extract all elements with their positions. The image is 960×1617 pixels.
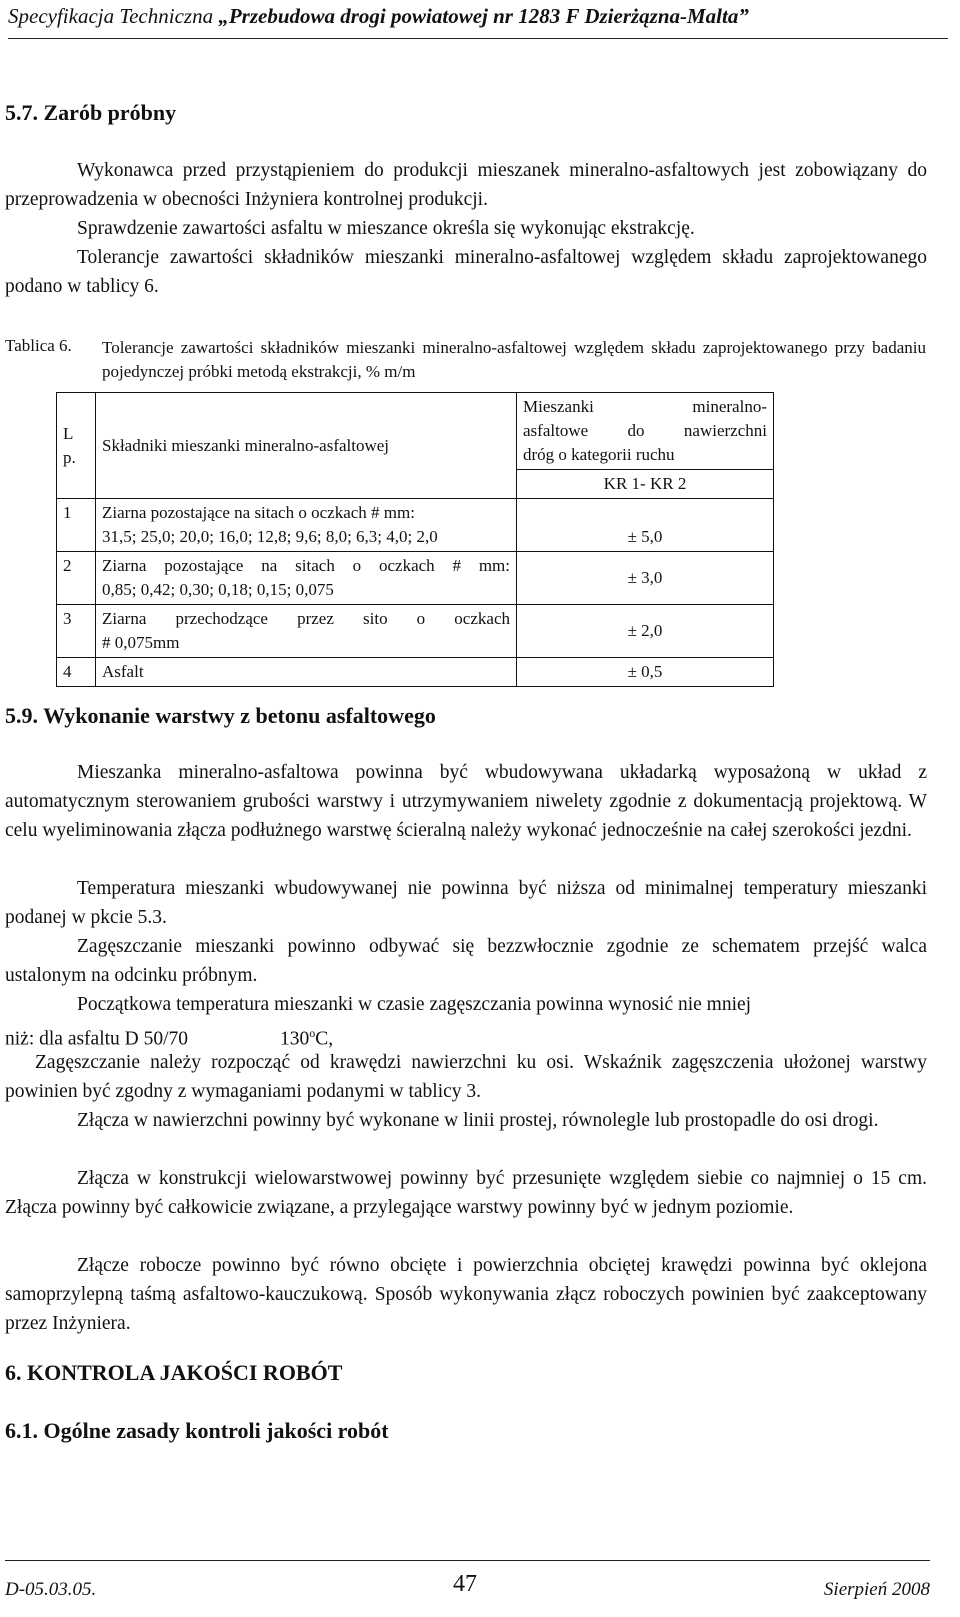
row-component-line1: Ziarna przechodzące przez sito o oczkach	[102, 609, 510, 628]
paragraph-compaction-start: Zagęszczanie należy rozpocząć od krawędzi nawierzchni ku osi. Wskaźnik zagęszczenia ułożonej warstwy powinien być zgodny z wymaganiami podanymi w tablicy 3.	[5, 1052, 927, 1102]
header-lp	[57, 393, 96, 499]
paragraph-temperature: Temperatura mieszanki wbudowywanej nie powinna być niższa od minimalnej temperatury mieszanki podanej w pkcie 5.3.	[5, 878, 927, 928]
row-component	[96, 499, 517, 552]
paragraph-initial-temp: Początkowa temperatura mieszanki w czasie zagęszczania powinna wynosić nie mniej	[77, 994, 752, 1015]
paragraph-tolerances: Tolerancje zawartości składników mieszanki mineralno-asfaltowej względem składu zaprojektowanego podano w tablicy 6.	[5, 247, 927, 297]
section-5-7-heading: 5.7. Zarób próbny	[5, 100, 177, 125]
paragraph-extraction: Sprawdzenie zawartości asfaltu w mieszance określa się wykonując ekstrakcję.	[77, 218, 695, 239]
row-value: ± 2,0	[517, 605, 774, 658]
header-components: Składniki mieszanki mineralno-asfaltowej	[96, 393, 517, 499]
tolerance-table	[56, 392, 774, 687]
row-component-line2: # 0,075mm	[102, 633, 180, 652]
section-6-1-heading: 6.1. Ogólne zasady kontroli jakości robót	[5, 1418, 389, 1443]
degree-sup: o	[309, 1026, 316, 1040]
row-value: ± 5,0	[517, 499, 774, 552]
spec-label: Specyfikacja Techniczna	[8, 4, 214, 28]
row-lp: 2	[57, 552, 96, 605]
document-title: „Przebudowa drogi powiatowej nr 1283 F Dzierżązna-Malta”	[218, 4, 749, 28]
header-lp-line2: p.	[63, 447, 76, 467]
row-component	[96, 605, 517, 658]
header-mix-line3: dróg o kategorii ruchu	[523, 445, 675, 464]
table-row	[57, 552, 774, 605]
table-row	[57, 499, 774, 552]
binder-label: niż: dla asfaltu D 50/70	[5, 1028, 189, 1050]
table-row	[57, 658, 774, 687]
paragraph-joints: Złącza w nawierzchni powinny być wykonane w linii prostej, równolegle lub prostopadle do osi drogi.	[77, 1110, 879, 1131]
row-component-line2: 31,5; 25,0; 20,0; 16,0; 12,8; 9,6; 8,0; 6,3; 4,0; 2,0	[102, 527, 438, 546]
section-6-heading: 6. KONTROLA JAKOŚCI ROBÓT	[5, 1360, 343, 1385]
row-component	[96, 552, 517, 605]
table-caption-text: Tolerancje zawartości składników mieszanki mineralno-asfaltowej względem składu zaprojektowanego przy badaniu pojedynczej próbki metodą ekstrakcji, % m/m	[102, 338, 926, 381]
row-component-line1: Ziarna pozostające na sitach o oczkach # mm:	[102, 503, 415, 522]
header-mix	[517, 393, 774, 470]
page-footer	[5, 1560, 930, 1611]
row-lp: 1	[57, 499, 96, 552]
table-header-row	[57, 393, 774, 470]
header-category: KR 1- KR 2	[517, 470, 774, 499]
paragraph-paver: Mieszanka mineralno-asfaltowa powinna być wbudowywana układarką wyposażoną w układ z automatycznym sterowaniem grubości warstwy i utrzymywaniem niwelety zgodnie z dokumentacją projektową. W celu wyeliminowania złącza podłużnego warstwę ścieralną należy wykonać jednocześnie na całej szerokości jezdni.	[5, 762, 927, 841]
header-mix-line1: Mieszanki mineralno-	[523, 397, 767, 416]
row-component-line1: Ziarna pozostające na sitach o oczkach # mm:	[102, 556, 510, 575]
header-lp-line1: L	[63, 423, 74, 443]
footer-date: Sierpień 2008	[823, 1579, 930, 1600]
section-5-9-heading: 5.9. Wykonanie warstwy z betonu asfaltowego	[5, 703, 436, 728]
header-mix-line2: asfaltowe do nawierzchni	[523, 421, 767, 440]
row-component-line2: 0,85; 0,42; 0,30; 0,18; 0,15; 0,075	[102, 580, 334, 599]
page-number: 47	[453, 1571, 477, 1597]
row-value: ± 0,5	[517, 658, 774, 687]
temperature-value: 130	[280, 1028, 310, 1050]
table-row	[57, 605, 774, 658]
paragraph-working-joint: Złącze robocze powinno być równo obcięte i powierzchnia obciętej krawędzi powinna być oklejona samoprzylepną taśmą asfaltowo-kauczukową. Sposób wykonywania złącz roboczych powinien być zaakceptowany przez Inżyniera.	[5, 1255, 927, 1334]
paragraph-compaction: Zagęszczanie mieszanki powinno odbywać się bezzwłocznie zgodnie ze schematem przejść walca ustalonym na odcinku próbnym.	[5, 936, 927, 986]
row-component: Asfalt	[96, 658, 517, 687]
temperature-unit: C,	[315, 1028, 334, 1050]
row-lp: 3	[57, 605, 96, 658]
paragraph-multilayer-joints: Złącza w konstrukcji wielowarstwowej powinny być przesunięte względem siebie co najmniej o 15 cm. Złącza powinny być całkowicie związane, a przylegające warstwy powinny być w jednym poziomie.	[5, 1168, 927, 1218]
table-caption-label: Tablica 6.	[5, 336, 72, 355]
row-value: ± 3,0	[517, 552, 774, 605]
spec-code: D-05.03.05.	[5, 1579, 97, 1600]
row-lp: 4	[57, 658, 96, 687]
page-header	[8, 4, 948, 39]
paragraph-intro: Wykonawca przed przystąpieniem do produkcji mieszanek mineralno-asfaltowych jest zobowiązany do przeprowadzenia w obecności Inżyniera kontrolnej produkcji.	[5, 160, 927, 210]
